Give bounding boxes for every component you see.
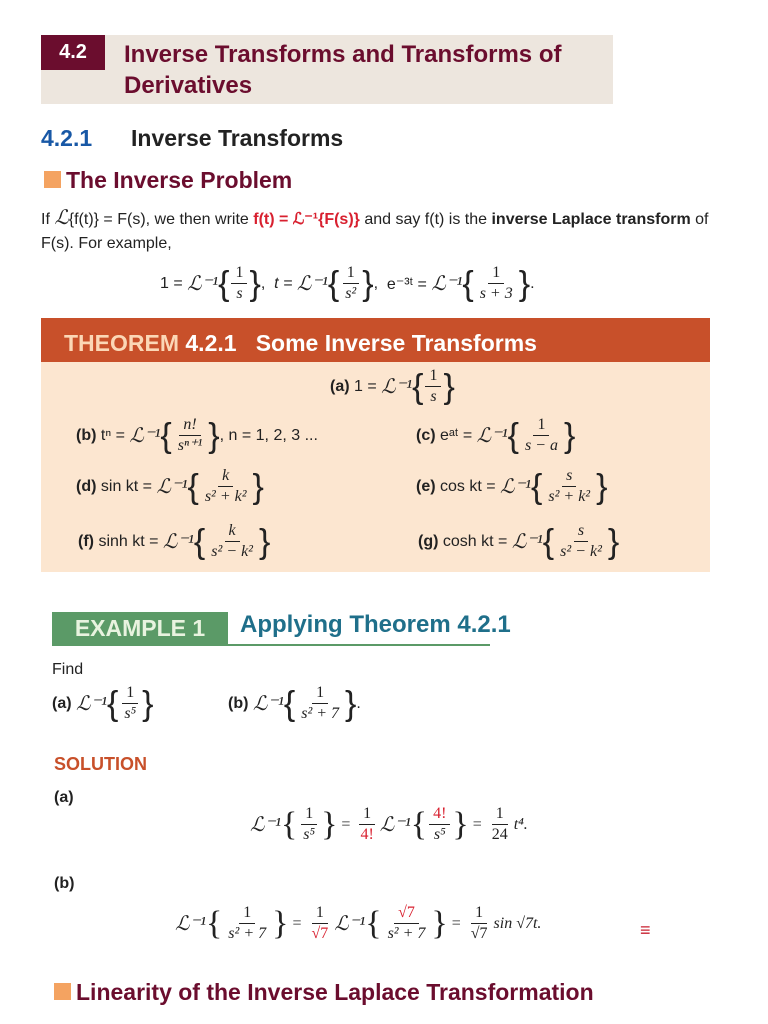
theorem-item-a: (a) 1 = ℒ⁻¹ { $\frac{1}{s}$ } bbox=[330, 367, 455, 406]
subsection-number: 4.2.1 bbox=[41, 125, 93, 151]
example-underline bbox=[52, 644, 490, 646]
square-bullet-icon bbox=[54, 983, 71, 1000]
intro-paragraph: If ℒ{f(t)} = F(s), we then write f(t) = ℒ⁻¹{F(s)} and say f(t) is the inverse Laplace transform of F(s). For example, bbox=[41, 207, 709, 252]
solution-a-tag: (a) bbox=[54, 789, 74, 806]
theorem-item-b: (b) tⁿ = ℒ⁻¹ { $\frac{n!}{\text{sⁿ⁺¹}}$ } , n = 1, 2, 3 ... bbox=[76, 416, 318, 455]
end-of-example-icon: ≡ bbox=[640, 920, 651, 940]
find-label: Find bbox=[52, 661, 84, 678]
theorem-item-d: (d) sin kt = ℒ⁻¹ { $\frac{k}{\text{s² + k²}}$ } bbox=[76, 467, 264, 506]
topic-heading: The Inverse Problem bbox=[66, 167, 293, 193]
example-title: Applying Theorem 4.2.1 bbox=[240, 611, 511, 638]
theorem-item-g: (g) cosh kt = ℒ⁻¹ { $\frac{s}{\text{s² − k²}}$ } bbox=[418, 522, 620, 561]
section-title: Inverse Transforms and Transforms of Derivatives bbox=[124, 41, 562, 99]
theorem-item-f: (f) sinh kt = ℒ⁻¹ { $\frac{k}{\text{s² − k²}}$ } bbox=[78, 522, 271, 561]
example-formulas: 1 = ℒ⁻¹ { $\frac{1}{s}$ } , t = ℒ⁻¹ { $\frac{1}{\text{s²}}$ } , e⁻³ᵗ = ℒ⁻¹ { $\frac{1}{s + 3}$ } . bbox=[160, 264, 535, 303]
theorem-item-c: (c) eᵃᵗ = ℒ⁻¹ { $\frac{1}{s - a}$ } bbox=[416, 416, 576, 455]
solution-b-equation: ℒ⁻¹ { $\frac{1}{\text{s² + 7}}$ } = $\frac{1}{√7}$ ℒ⁻¹ { $\frac{√7}{\text{s² + 7}}$ } = $\frac{1}{√7}$ sin √7t. bbox=[175, 904, 542, 942]
section-number: 4.2 bbox=[41, 35, 105, 70]
solution-b-tag: (b) bbox=[54, 875, 75, 892]
solution-a-equation: ℒ⁻¹ { $\frac{1}{\text{s⁵}}$ } = $\frac{1}{4!}$ ℒ⁻¹ { $\frac{4!}{\text{s⁵}}$ } = $\frac{1}{24}$ t⁴. bbox=[250, 805, 528, 843]
theorem-item-e: (e) cos kt = ℒ⁻¹ { $\frac{s}{\text{s² + k²}}$ } bbox=[416, 467, 608, 506]
topic-heading-linearity: Linearity of the Inverse Laplace Transformation bbox=[76, 979, 594, 1005]
solution-label: SOLUTION bbox=[54, 754, 147, 774]
example-part-b: (b) ℒ⁻¹ { $\frac{1}{\text{s² + 7}}$ } . bbox=[228, 684, 361, 723]
example-tag: EXAMPLE 1 bbox=[52, 612, 228, 644]
example-part-a: (a) ℒ⁻¹ { $\frac{1}{\text{s⁵}}$ } bbox=[52, 684, 154, 723]
square-bullet-icon bbox=[44, 171, 61, 188]
theorem-title: THEOREM 4.2.1 Some Inverse Transforms bbox=[64, 330, 537, 356]
subsection-title: Inverse Transforms bbox=[131, 125, 344, 151]
